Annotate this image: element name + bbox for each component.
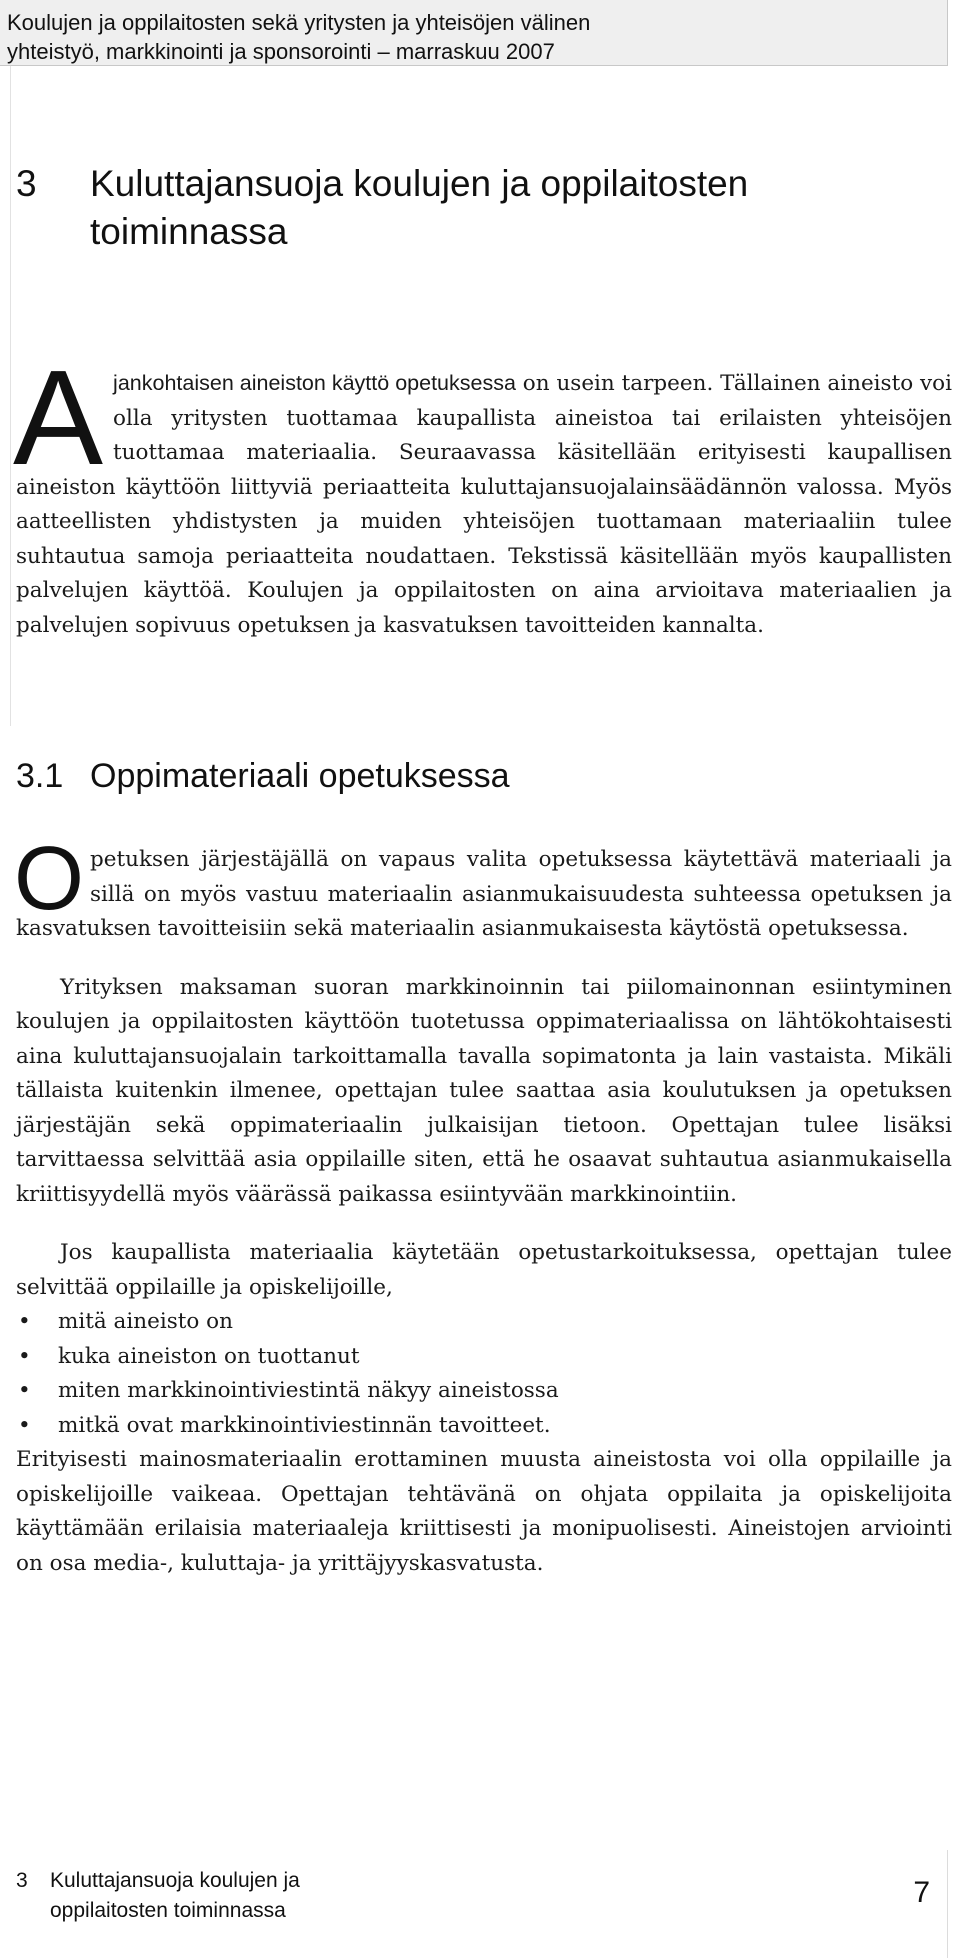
header-line-2: yhteistyö, markkinointi ja sponsorointi – marraskuu 2007: [7, 39, 555, 64]
section-heading: [16, 754, 510, 798]
section-dropcap: O: [14, 829, 85, 929]
section-para-1: petuksen järjestäjällä on vapaus valita opetuksessa käytettävä materiaali ja sillä on myös vastuu materiaalin asianmukaisuudesta suhteessa opetuksen ja kasvatuksen tavoitteisiin sekä materiaalin asianmukaisesta käytöstä opetuksessa.: [16, 847, 952, 941]
bullet-marker: •: [18, 1309, 31, 1334]
list-item: • mitkä ovat markkinointiviestinnän tavoitteet.: [16, 1409, 952, 1444]
header-line-1: Koulujen ja oppilaitosten sekä yritysten ja yhteisöjen välinen: [7, 10, 591, 35]
chapter-title-line-2: toiminnassa: [90, 211, 288, 252]
section-title: Oppimateriaali opetuksessa: [90, 757, 510, 795]
bullet-marker: •: [18, 1378, 31, 1403]
bullet-list: [16, 1305, 952, 1443]
right-margin-rule: [947, 1850, 960, 1958]
section-number: 3.1: [16, 757, 64, 795]
page-number: 7: [913, 1876, 930, 1909]
list-item: • mitä aineisto on: [16, 1305, 952, 1340]
footer-title-line-1: Kuluttajansuoja koulujen ja: [50, 1869, 300, 1892]
footer-chapter-number: 3: [16, 1869, 28, 1892]
section-para-2: Yrityksen maksaman suoran markkinoinnin tai piilomainonnan esiintyminen koulujen ja oppilaitosten käyttöön tuotetussa oppimateriaalissa on lähtökohtaisesti aina kuluttajansuojalain tarkoittamalla tavalla sopimatonta ja lain vastaista. Mikäli tällaista kuitenkin ilmenee, opettajan tulee saattaa asia koulutuksen ja opetuksen järjestäjän sekä oppimateriaalin julkaisijan tietoon. Opettajan tulee lisäksi tarvittaessa selvittää asia oppilaille siten, että he osaavat suhtautua asianmukaisella kriittisyydellä myös väärässä paikassa esiintyvään markkinointiin.: [16, 974, 952, 1207]
intro-paragraph: [13, 342, 952, 643]
intro-lead: jankohtaisen aineiston käyttö opetuksessa: [113, 371, 516, 395]
chapter-title: [16, 160, 916, 256]
chapter-number: 3: [16, 163, 37, 204]
intro-dropcap: A: [13, 342, 104, 493]
running-header: [0, 0, 948, 66]
list-item: • miten markkinointiviestintä näkyy aineistossa: [16, 1374, 952, 1409]
left-margin-rule: [0, 66, 11, 726]
section-para-4: Erityisesti mainosmateriaalin erottaminen muusta aineistosta voi olla oppilaille ja opiskelijoille vaikeaa. Opettajan tehtävänä on ohjata oppilaita ja opiskelijoita käyttämään erilaisia materiaaleja kriittisesti ja monipuolisesti. Aineistojen arviointi on osa media-, kuluttaja- ja yrittäjyyskasvatusta.: [16, 1447, 952, 1576]
bullet-marker: •: [18, 1412, 31, 1438]
chapter-title-line-1: Kuluttajansuoja koulujen ja oppilaitosten: [90, 163, 749, 204]
intro-text: on usein tarpeen. Tällainen aineisto voi olla yritysten tuottamaa kaupallista aineistoa tai erilaisten yhteisöjen tuottamaa materiaalia. Seuraavassa käsitellään erityisesti kaupallisen aineiston käyttöön liittyviä periaatteita kuluttajansuojalainsäädännön valossa. Myös aatteellisten yhdistysten ja muiden yhteisöjen tuottamaan materiaaliin tulee suhtautua samoja periaatteita noudattaen. Tekstissä käsitellään myös kaupallisten palvelujen käyttöä. Koulujen ja oppilaitosten on aina arvioitava materiaalien ja palvelujen sopivuus opetuksen ja kasvatuksen tavoitteiden kannalta.: [16, 371, 952, 638]
footer-chapter-title: [16, 1866, 616, 1926]
list-item: • kuka aineiston on tuottanut: [16, 1340, 952, 1375]
section-para-3: Jos kaupallista materiaalia käytetään opetustarkoituksessa, opettajan tulee selvittää oppilaille ja opiskelijoille,: [16, 1240, 952, 1300]
bullet-marker: •: [18, 1343, 31, 1369]
section-body: [14, 829, 952, 1581]
footer-title-line-2: oppilaitosten toiminnassa: [50, 1899, 286, 1922]
